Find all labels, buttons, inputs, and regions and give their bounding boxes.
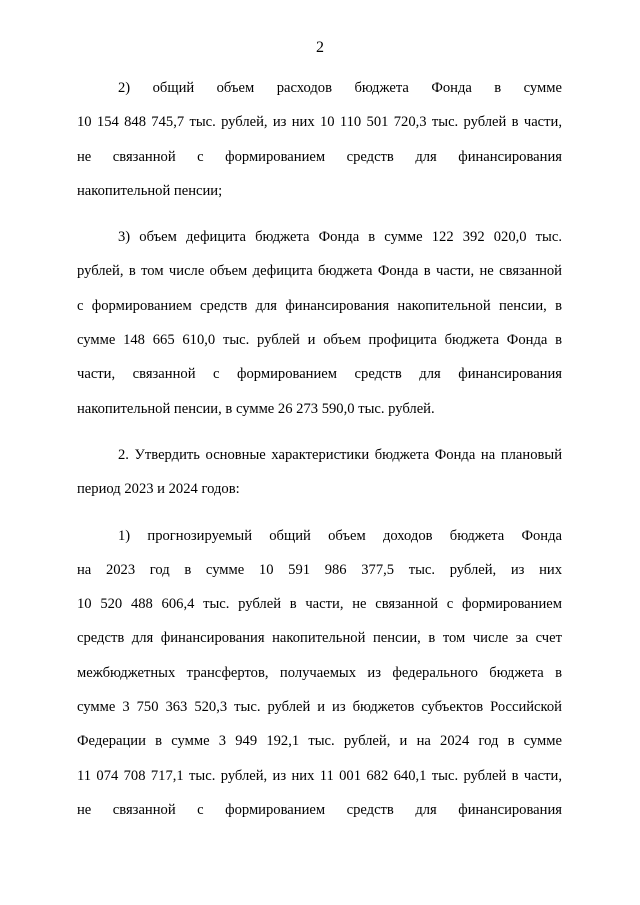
text-line: не связанной с формированием средств для финансирования [77, 148, 562, 165]
text-line: межбюджетных трансфертов, получаемых из федерального бюджета в [77, 664, 562, 681]
text-line: период 2023 и 2024 годов: [77, 481, 240, 498]
text-line: на 2023 год в сумме 10 591 986 377,5 тыс. рублей, из них [77, 561, 562, 578]
text-line: накопительной пенсии, в сумме 26 273 590,0 тыс. рублей. [77, 400, 435, 417]
page-number: 2 [316, 39, 324, 56]
text-line: не связанной с формированием средств для финансирования [77, 801, 562, 818]
text-line: Федерации в сумме 3 949 192,1 тыс. рублей, и на 2024 год в сумме [77, 733, 562, 750]
document-body [77, 71, 562, 839]
text-line: 1) прогнозируемый общий объем доходов бюджета Фонда [118, 527, 562, 544]
text-line: 3) объем дефицита бюджета Фонда в сумме 122 392 020,0 тыс. [118, 229, 562, 246]
text-line: накопительной пенсии; [77, 182, 223, 199]
text-line: средств для финансирования накопительной пенсии, в том числе за счет [77, 630, 562, 647]
paragraph-item-2-expenses [77, 71, 562, 208]
text-line: сумме 3 750 363 520,3 тыс. рублей и из бюджетов субъектов Российской [77, 699, 562, 716]
paragraph-item-3-deficit [77, 220, 562, 426]
text-line: 11 074 708 717,1 тыс. рублей, из них 11 001 682 640,1 тыс. рублей в части, [77, 767, 562, 784]
text-line: с формированием средств для финансирования накопительной пенсии, в [77, 297, 562, 314]
paragraph-item-1-revenue [77, 519, 562, 828]
text-line: рублей, в том числе объем дефицита бюджета Фонда в части, не связанной [77, 263, 562, 280]
paragraph-section-2-planning [77, 438, 562, 507]
text-line: 10 154 848 745,7 тыс. рублей, из них 10 110 501 720,3 тыс. рублей в части, [77, 114, 562, 131]
text-line: 2. Утвердить основные характеристики бюджета Фонда на плановый [118, 446, 562, 463]
text-line: 2) общий объем расходов бюджета Фонда в сумме [118, 80, 562, 96]
text-line: сумме 148 665 610,0 тыс. рублей и объем профицита бюджета Фонда в [77, 332, 562, 349]
text-line: части, связанной с формированием средств для финансирования [77, 366, 562, 383]
text-line: 10 520 488 606,4 тыс. рублей в части, не связанной с формированием [77, 596, 562, 613]
